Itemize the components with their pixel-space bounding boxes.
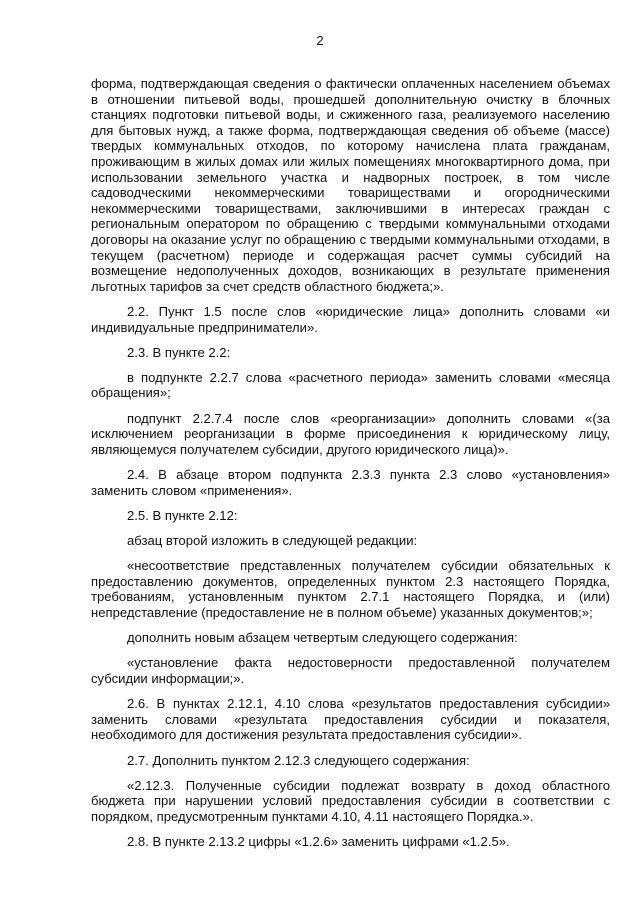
paragraph-continuation: форма, подтверждающая сведения о фактически оплаченных населением объемах в отношении питьевой воды, прошедшей дополнительную очистку в блочных станциях подготовки питьевой воды, и сжиженного газа, реализуемого населению для бытовых нужд, а также форма, подтверждающая сведения об объеме (массе) твердых коммунальных отходов, по которому начислена плата гражданам, проживающим в жилых домах или жилых помещениях многоквартирного дома, при использовании земельного участка и надворных построек, в том числе садоводческими некоммерческими товариществами и огородническими некоммерческими товариществами, заключившими в интересах граждан с региональным оператором по обращению с твердыми коммунальными отходами договоры на оказание услуг по обращению с твердыми коммунальными отходами, в текущем (расчетном) периоде и содержащая расчет суммы субсидий на возмещение недополученных доходов, возникающих в результате применения льготных тарифов за счет средств областного бюджета;».: [91, 76, 610, 294]
paragraph-2-6: 2.6. В пунктах 2.12.1, 4.10 слова «результатов предоставления субсидии» заменить словами «результата предоставления субсидии и показателя, необходимого для достижения результата предоставления субсидии».: [91, 696, 610, 743]
paragraph-2-3-sub-1: в подпункте 2.2.7 слова «расчетного периода» заменить словами «месяца обращения»;: [91, 369, 610, 401]
document-body: [91, 76, 610, 859]
paragraph-2-7: 2.7. Дополнить пунктом 2.12.3 следующего содержания:: [127, 752, 470, 768]
paragraph-2-4: 2.4. В абзаце втором подпункта 2.3.3 пункта 2.3 слово «установления» заменить словом «применения».: [91, 467, 610, 498]
paragraph-2-5-sub-1: абзац второй изложить в следующей редакции:: [127, 533, 418, 548]
paragraph-2-7-quote: «2.12.3. Полученные субсидии подлежат возврату в доход областного бюджета при нарушении условий предоставления субсидии в соответствии с порядком, предусмотренным пунктами 4.10, 4.11 настоящего Порядка.».: [91, 777, 610, 824]
paragraph-2-8: 2.8. В пункте 2.13.2 цифры «1.2.6» заменить цифрами «1.2.5».: [127, 834, 510, 850]
paragraph-2-5-quote-1: «несоответствие представленных получателем субсидии обязательных к предоставлению документов, определенных пунктом 2.3 настоящего Порядка, требованиям, установленным пунктом 2.7.1 настоящего Порядка, и (или) непредставление (предоставление не в полном объеме) указанных документов;»;: [91, 558, 610, 620]
paragraph-2-3: 2.3. В пункте 2.2:: [127, 344, 231, 360]
paragraph-2-5-quote-2: «установление факта недостоверности предоставленной получателем субсидии информации;».: [91, 655, 610, 686]
paragraph-2-3-sub-2: подпункт 2.2.7.4 после слов «реорганизации» дополнить словами «(за исключением реорганизации в форме присоединения к юридическому лицу, являющемуся получателем субсидии, другого юридического лица)».: [91, 410, 610, 457]
page-number: 2: [316, 33, 324, 48]
paragraph-2-5: 2.5. В пункте 2.12:: [127, 507, 238, 523]
paragraph-2-2: 2.2. Пункт 1.5 после слов «юридические лица» дополнить словами «и индивидуальные предприниматели».: [91, 303, 610, 335]
paragraph-2-5-sub-2: дополнить новым абзацем четвертым следующего содержания:: [127, 630, 518, 646]
